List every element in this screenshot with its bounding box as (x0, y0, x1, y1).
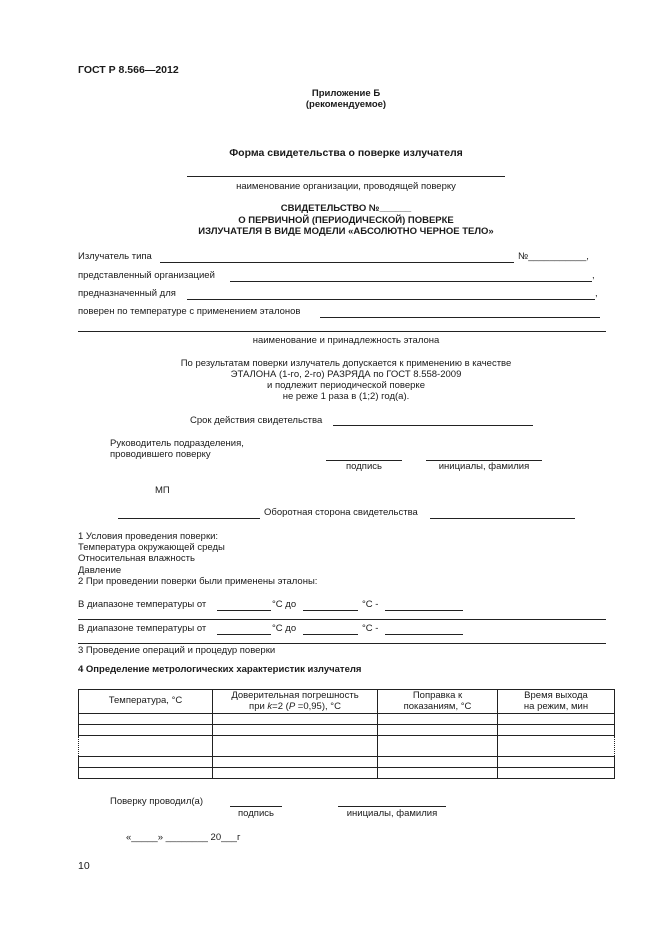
comma-2: , (595, 288, 598, 299)
verifier-signature-caption: подпись (238, 808, 274, 819)
header-warmup-time (498, 690, 615, 714)
verifier-signature-line (230, 806, 282, 807)
range-2-unit-to: °С до (272, 623, 297, 634)
verified-by-label: поверен по температуре с применением эталонов (78, 306, 301, 317)
table-header-row (79, 690, 615, 714)
result-line-1: По результатам поверки излучатель допускается к применению в качестве (180, 358, 512, 369)
emitter-type-line (160, 262, 514, 263)
appendix-subtitle: (рекомендуемое) (305, 99, 387, 110)
result-line-3: и подлежит периодической поверке (267, 380, 425, 391)
header-temperature: Температура, °С (79, 690, 213, 714)
range-2-prefix: В диапазоне температуры от (78, 623, 207, 634)
table-row (79, 757, 615, 768)
header-confidence-error-line-1: Доверительная погрешность (231, 689, 359, 701)
head-of-dept-line-2: проводившего поверку (110, 449, 211, 460)
header-confidence-error (213, 690, 378, 714)
range-2-from-line (217, 634, 271, 635)
conditions-temp: Температура окружающей среды (78, 542, 225, 553)
reverse-side-label: Оборотная сторона свидетельства (264, 507, 418, 518)
certificate-line-2: О ПЕРВИЧНОЙ (ПЕРИОДИЧЕСКОЙ) ПОВЕРКЕ (238, 215, 454, 226)
header-warmup-time-line-2: на режим, мин (523, 700, 589, 712)
table-row (79, 714, 615, 725)
head-initials-caption: инициалы, фамилия (438, 461, 530, 472)
table-row (79, 768, 615, 779)
head-signature-caption: подпись (346, 461, 382, 472)
appendix-title: Приложение Б (311, 88, 381, 99)
comma-1: , (592, 270, 595, 281)
certificate-line-1: СВИДЕТЕЛЬСТВО №______ (280, 203, 412, 214)
conditions-humidity: Относительная влажность (78, 553, 195, 564)
range-2-extra-line (385, 634, 463, 635)
header-correction-line-2: показаниям, °С (403, 700, 472, 712)
range-1-extra-line (385, 610, 463, 611)
header-confidence-error-line-2: при k=2 (P =0,95), °С (249, 700, 341, 712)
result-line-2: ЭТАЛОНА (1-го, 2-го) РАЗРЯДА по ГОСТ 8.558-2009 (230, 369, 462, 380)
verifier-label: Поверку проводил(а) (110, 796, 204, 807)
range-2-full-line (78, 643, 606, 644)
range-1-unit-dash: °С - (362, 599, 379, 610)
number-label: №___________, (518, 251, 589, 262)
table-row (79, 725, 615, 736)
validity-label: Срок действия свидетельства (190, 415, 323, 426)
date-line: «_____» ________ 20___г (126, 832, 241, 843)
emitter-type-label: Излучатель типа (78, 251, 152, 262)
range-1-from-line (217, 610, 271, 611)
presented-by-line (230, 281, 592, 282)
header-warmup-time-line-1: Время выхода (524, 689, 588, 701)
org-name-line (187, 176, 505, 177)
page-number: 10 (78, 860, 90, 872)
metrology-table (78, 689, 615, 779)
table-row-gap (79, 736, 615, 757)
header-correction-line-1: Поправка к (412, 689, 463, 701)
intended-for-label: предназначенный для (78, 288, 176, 299)
section-4-title: 4 Определение метрологических характеристик излучателя (78, 664, 362, 675)
range-1-unit-to: °С до (272, 599, 297, 610)
header-correction (378, 690, 498, 714)
form-title: Форма свидетельства о поверке излучателя (229, 147, 463, 159)
range-2-to-line (303, 634, 358, 635)
verified-by-line (320, 317, 600, 318)
conditions-pressure: Давление (78, 565, 122, 576)
intended-for-line (187, 299, 595, 300)
etalon-caption: наименование и принадлежность эталона (252, 335, 440, 346)
org-caption: наименование организации, проводящей поверку (236, 181, 456, 192)
range-1-to-line (303, 610, 358, 611)
conditions-title: 1 Условия проведения поверки: (78, 531, 219, 542)
reverse-line-left (118, 518, 260, 519)
range-1-full-line (78, 619, 606, 620)
stamp-label: МП (155, 485, 170, 496)
head-of-dept-line-1: Руководитель подразделения, (110, 438, 244, 449)
reverse-line-right (430, 518, 575, 519)
section-3-title: 3 Проведение операций и процедур поверки (78, 645, 276, 656)
presented-by-label: представленный организацией (78, 270, 215, 281)
etalon-line (78, 331, 606, 332)
verifier-initials-caption: инициалы, фамилия (346, 808, 438, 819)
doc-code: ГОСТ Р 8.566—2012 (78, 64, 179, 76)
certificate-line-3: ИЗЛУЧАТЕЛЯ В ВИДЕ МОДЕЛИ «АБСОЛЮТНО ЧЕРНОЕ ТЕЛО» (198, 226, 494, 237)
result-line-4: не реже 1 раза в (1;2) год(а). (282, 391, 410, 402)
validity-line (333, 425, 533, 426)
range-1-prefix: В диапазоне температуры от (78, 599, 207, 610)
verifier-initials-line (338, 806, 446, 807)
range-2-unit-dash: °С - (362, 623, 379, 634)
conditions-etalons: 2 При проведении поверки были применены эталоны: (78, 576, 318, 587)
